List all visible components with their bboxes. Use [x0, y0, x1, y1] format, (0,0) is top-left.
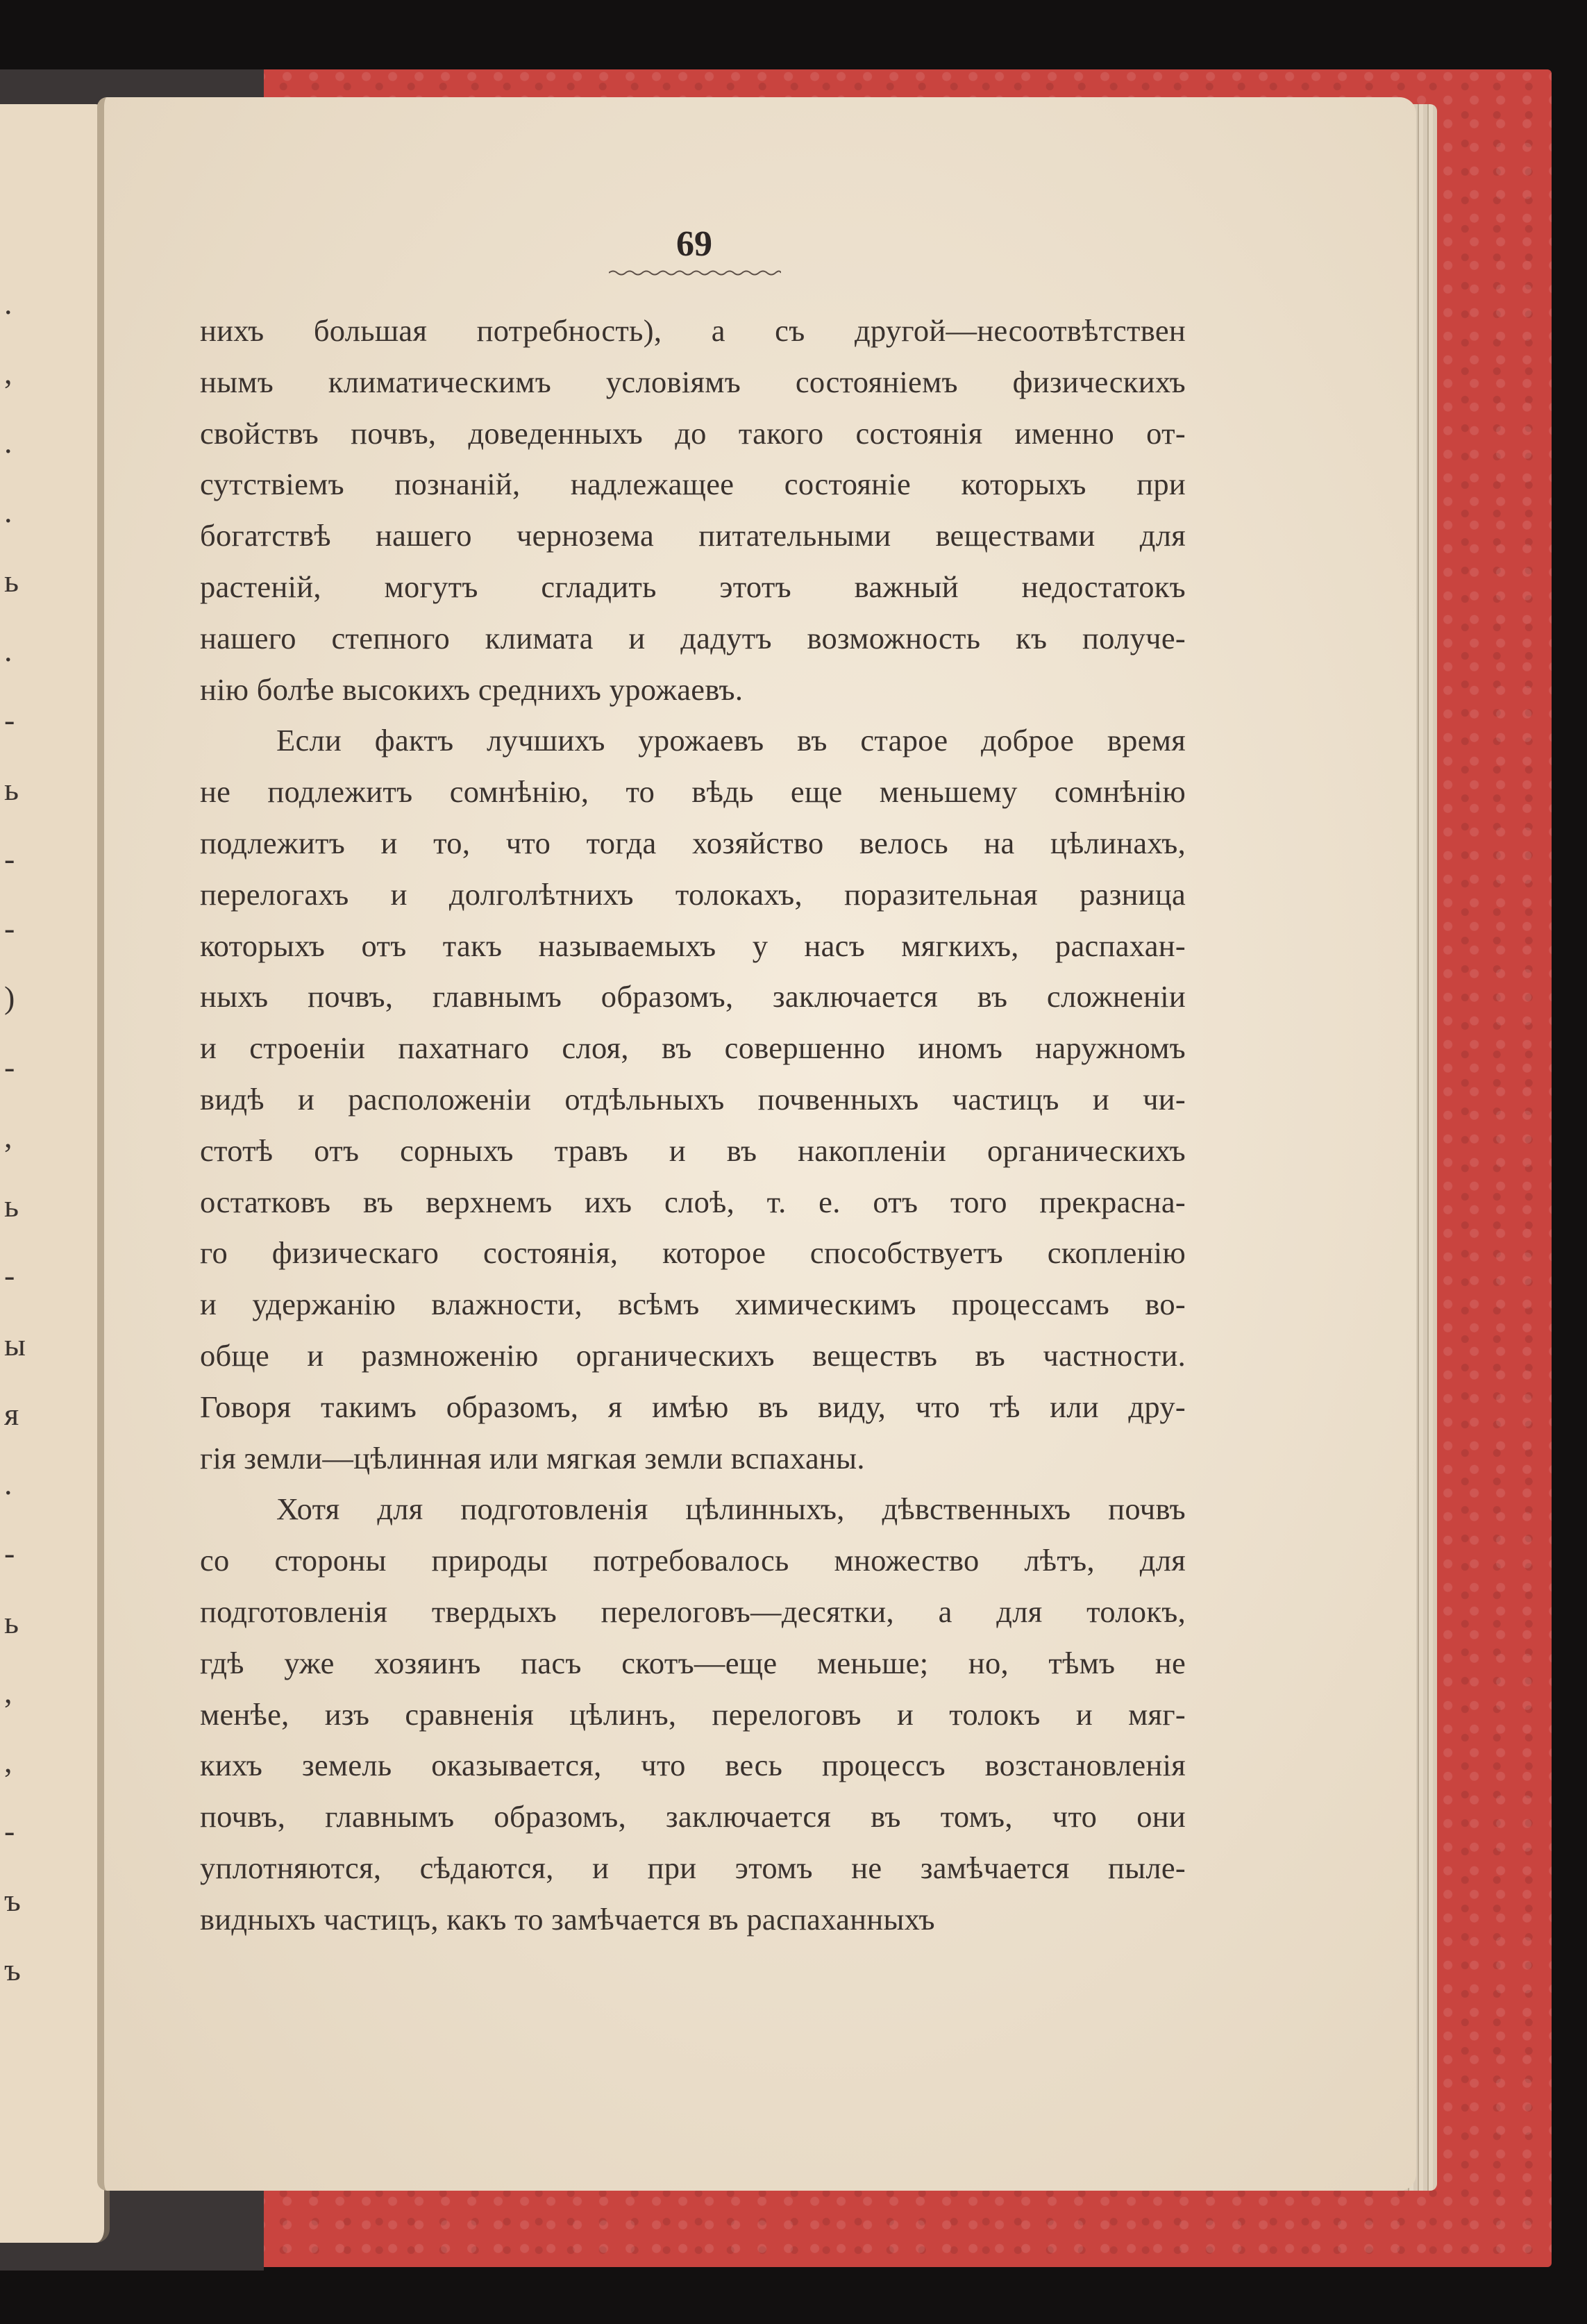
page-number-rule	[609, 269, 781, 276]
facing-page-fragment: -	[4, 910, 15, 946]
facing-page-fragment: -	[4, 1257, 15, 1293]
page-number: 69	[676, 224, 712, 264]
facing-page-fragment: ,	[4, 355, 12, 390]
text-line: го физическаго состоянiя, которое способствуетъ скопленiю	[200, 1235, 1186, 1271]
facing-page-fragment: .	[4, 633, 12, 668]
facing-page-fragment: .	[4, 1466, 12, 1501]
text-line: со стороны природы потребовалось множество лѣтъ, для	[200, 1543, 1186, 1578]
facing-page-fragment: ъ	[4, 1952, 21, 1987]
text-line: подлежитъ и то, что тогда хозяйство велось на цѣлинахъ,	[200, 825, 1186, 860]
paragraph	[200, 1484, 1186, 1945]
paragraph	[200, 306, 1186, 715]
facing-page-fragment: .	[4, 424, 12, 460]
text-line: обще и размноженiю органическихъ веществъ въ частности.	[200, 1337, 1186, 1373]
facing-page-fragment: )	[4, 980, 15, 1015]
text-line: Если фактъ лучшихъ урожаевъ въ старое доброе время	[276, 723, 1186, 758]
text-line: Говоря такимъ образомъ, я имѣю въ виду, что тѣ или дру-	[200, 1389, 1186, 1424]
text-line: менѣе, изъ сравненiя цѣлинъ, перелоговъ и толокъ и мяг-	[200, 1696, 1186, 1732]
paragraph	[200, 715, 1186, 1484]
text-line: и удержанiю влажности, всѣмъ химическимъ процессамъ во-	[200, 1287, 1186, 1322]
facing-page-fragment: ,	[4, 1744, 12, 1779]
text-line: остатковъ въ верхнемъ ихъ слоѣ, т. е. отъ того прекрасна-	[200, 1184, 1186, 1219]
facing-page-fragment: .	[4, 285, 12, 321]
facing-page-fragment: ь	[4, 563, 19, 599]
text-line: уплотняются, сѣдаются, и при этомъ не замѣчается пыле-	[200, 1850, 1186, 1885]
facing-page-edge	[0, 104, 110, 2243]
text-line: растенiй, могутъ сгладить этотъ важный недостатокъ	[200, 569, 1186, 604]
text-line: видѣ и расположенiи отдѣльныхъ почвенныхъ частицъ и чи-	[200, 1081, 1186, 1117]
facing-page-fragment: ы	[4, 1327, 26, 1362]
facing-page-fragment: -	[4, 1813, 15, 1848]
facing-page-fragment: я	[4, 1396, 19, 1432]
text-line: нашего степного климата и дадутъ возможность къ получе-	[200, 620, 1186, 655]
facing-page-fragment: ,	[4, 1674, 12, 1709]
text-line: ныхъ почвъ, главнымъ образомъ, заключается въ сложненiи	[200, 979, 1186, 1014]
facing-page-fragment: -	[4, 841, 15, 876]
text-line: видныхъ частицъ, какъ то замѣчается въ распаханныхъ	[200, 1901, 935, 1937]
text-line: гiя земли—цѣлинная или мягкая земли вспаханы.	[200, 1440, 865, 1476]
text-line: свойствъ почвъ, доведенныхъ до такого состоянiя именно от-	[200, 415, 1186, 451]
text-line: и строенiи пахатнаго слоя, въ совершенно иномъ наружномъ	[200, 1030, 1186, 1066]
facing-page-fragment: ь	[4, 1605, 19, 1640]
text-line: подготовленiя твердыхъ перелоговъ—десятки, а для толокъ,	[200, 1594, 1186, 1629]
text-line: кихъ земель оказывается, что весь процессъ возстановленiя	[200, 1748, 1186, 1783]
text-line: нiю болѣе высокихъ среднихъ урожаевъ.	[200, 671, 744, 707]
text-line: перелогахъ и долголѣтнихъ толокахъ, поразительная разница	[200, 876, 1186, 912]
page-text	[200, 306, 1186, 1946]
facing-page-fragment: .	[4, 494, 12, 529]
facing-page-fragment: -	[4, 702, 15, 737]
text-line: нымъ климатическимъ условiямъ состоянiемъ физическихъ	[200, 364, 1186, 399]
text-line: нихъ большая потребность), а съ другой—несоотвѣтствен	[200, 313, 1186, 348]
facing-page-fragment: ь	[4, 1188, 19, 1223]
text-line: почвъ, главнымъ образомъ, заключается въ томъ, что они	[200, 1799, 1186, 1834]
text-line: гдѣ уже хозяинъ пасъ скотъ—еще меньше; но, тѣмъ не	[200, 1645, 1186, 1680]
text-line: которыхъ отъ такъ называемыхъ у насъ мягкихъ, распахан-	[200, 928, 1186, 963]
text-line: сутствiемъ познанiй, надлежащее состоянiе которыхъ при	[200, 467, 1186, 502]
text-line: стотѣ отъ сорныхъ травъ и въ накопленiи органическихъ	[200, 1132, 1186, 1168]
facing-page-fragment: ь	[4, 771, 19, 807]
facing-page-fragment: ,	[4, 1119, 12, 1154]
facing-page-fragment: -	[4, 1535, 15, 1571]
facing-page-fragment: ъ	[4, 1882, 21, 1918]
facing-page-fragment: -	[4, 1049, 15, 1085]
text-line: не подлежитъ сомнѣнiю, то вѣдь еще меньшему сомнѣнiю	[200, 774, 1186, 810]
text-line: Хотя для подготовленiя цѣлинныхъ, дѣвственныхъ почвъ	[276, 1491, 1186, 1527]
text-line: богатствѣ нашего чернозема питательными веществами для	[200, 518, 1186, 553]
